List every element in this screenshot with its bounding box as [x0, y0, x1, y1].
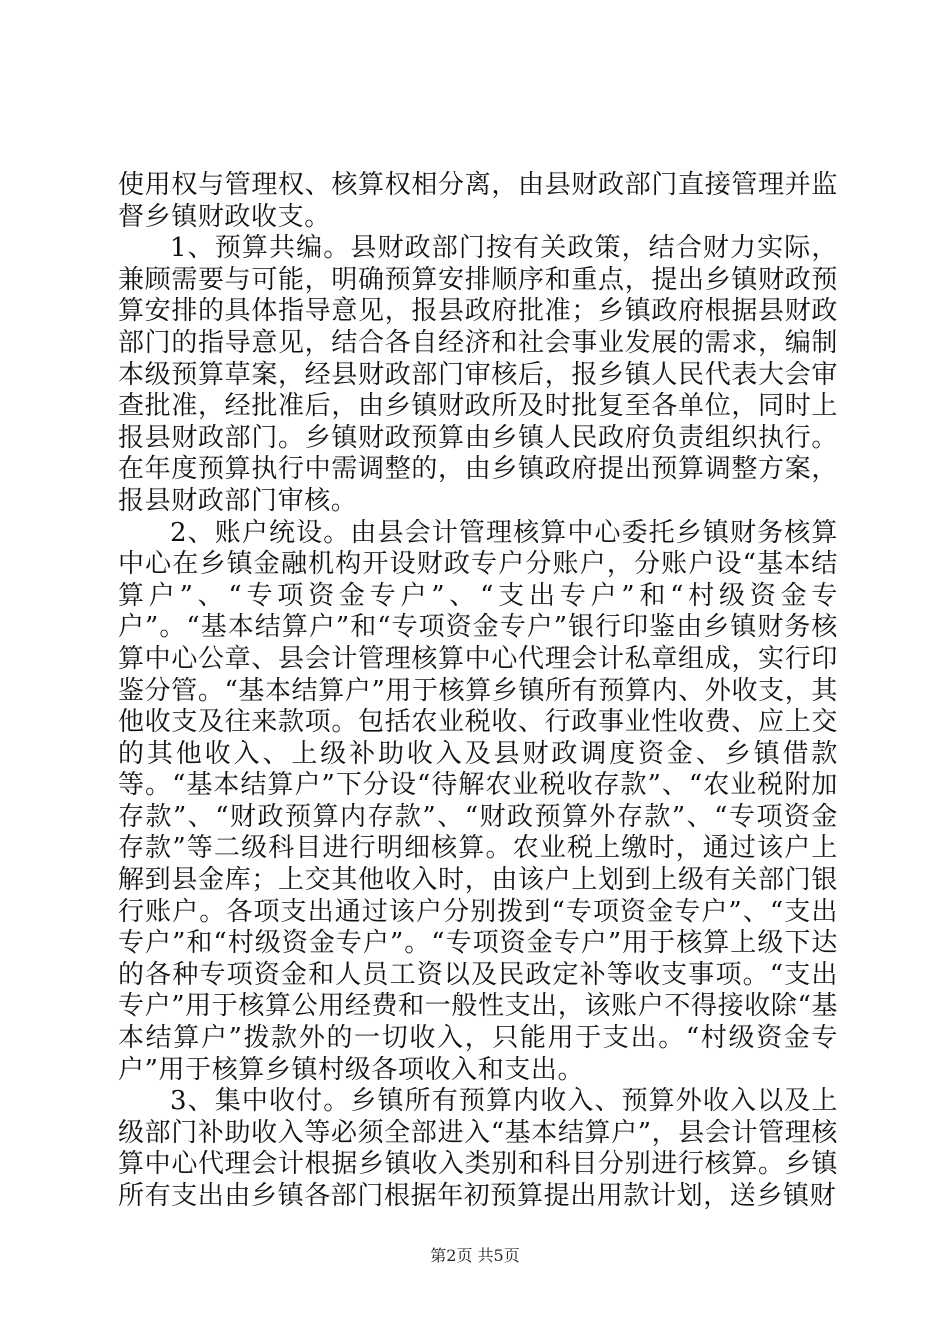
paragraph-account-unified-setup: 2、账户统设。由县会计管理核算中心委托乡镇财务核算中心在乡镇金融机构开设财政专户分账户，分账户设“基本结算户”、“专项资金专户”、“支出专户”和“村级资金专户”。“基本结算户”和“专项资金专户”银行印鉴由乡镇财务核算中心公章、县会计管理核算中心代理会计私章组成，实行印鉴分管。“基本结算户”用于核算乡镇所有预算内、外收支，其他收支及往来款项。包括农业税收、行政事业性收费、应上交的其他收入、上级补助收入及县财政调度资金、乡镇借款等。“基本结算户”下分设“待解农业税收存款”、“农业税附加存款”、“财政预算内存款”、“财政预算外存款”、“专项资金存款”等二级科目进行明细核算。农业税上缴时，通过该户上解到县金库；上交其他收入时，由该户上划到上级有关部门银行账户。各项支出通过该户分别拨到“专项资金专户”、“支出专户”和“村级资金专户”。“专项资金专户”用于核算上级下达的各种专项资金和人员工资以及民政定补等收支事项。“支出专户”用于核算公用经费和一般性支出，该账户不得接收除“基本结算户”拨款外的一切收入，只能用于支出。“村级资金专户”用于核算乡镇村级各项收入和支出。	[118, 517, 838, 1085]
page-number-footer: 第2页 共5页	[430, 1246, 520, 1265]
document-body	[118, 170, 838, 1213]
paragraph-centralized-payment: 3、集中收付。乡镇所有预算内收入、预算外收入以及上级部门补助收入等必须全部进入“基本结算户”，县会计管理核算中心代理会计根据乡镇收入类别和科目分别进行核算。乡镇所有支出由乡镇各部门根据年初预算提出用款计划，送乡镇财	[118, 1086, 838, 1211]
paragraph-continuation: 使用权与管理权、核算权相分离，由县财政部门直接管理并监督乡镇财政收支。	[118, 170, 838, 232]
paragraph-budget-co-compilation: 1、预算共编。县财政部门按有关政策，结合财力实际，兼顾需要与可能，明确预算安排顺序和重点，提出乡镇财政预算安排的具体指导意见，报县政府批准；乡镇政府根据县财政部门的指导意见，结合各自经济和社会事业发展的需求，编制本级预算草案，经县财政部门审核后，报乡镇人民代表大会审查批准，经批准后，由乡镇财政所及时批复至各单位，同时上报县财政部门。乡镇财政预算由乡镇人民政府负责组织执行。在年度预算执行中需调整的，由乡镇政府提出预算调整方案，报县财政部门审核。	[118, 233, 838, 516]
